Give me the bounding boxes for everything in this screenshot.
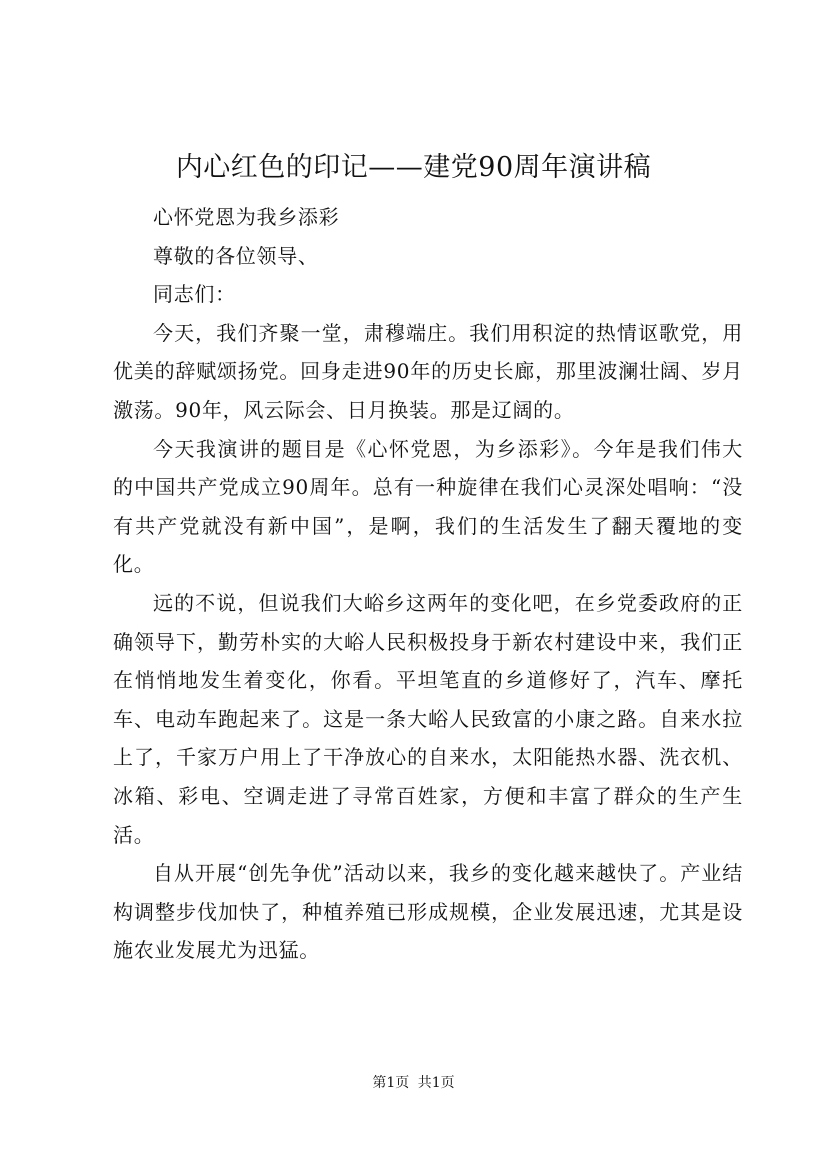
document-body xyxy=(113,198,743,970)
page-number: 第1页 xyxy=(372,1075,410,1091)
paragraph-subtitle: 心怀党恩为我乡添彩 xyxy=(153,205,340,229)
paragraph-excellence: 自从开展“创先争优”活动以来，我乡的变化越来越快了。产业结构调整步伐加快了，种植养殖已形成规模，企业发展迅速，尤其是设施农业发展尤为迅猛。 xyxy=(113,861,743,963)
page-total: 共1页 xyxy=(417,1075,455,1091)
paragraph-changes: 远的不说，但说我们大峪乡这两年的变化吧，在乡党委政府的正确领导下，勤劳朴实的大峪人民积极投身于新农村建设中来，我们正在悄悄地发生着变化，你看。平坦笔直的乡道修好了，汽车、摩托车、电动车跑起来了。这是一条大峪人民致富的小康之路。自来水拉上了，千家万户用上了干净放心的自来水，太阳能热水器、洗衣机、冰箱、彩电、空调走进了寻常百姓家，方便和丰富了群众的生产生活。 xyxy=(113,590,743,847)
page-footer xyxy=(0,1073,827,1093)
paragraph-topic: 今天我演讲的题目是《心怀党恩，为乡添彩》。今年是我们伟大的中国共产党成立90周年。总有一种旋律在我们心灵深处唱响：“没有共产党就没有新中国”，是啊，我们的生活发生了翻天覆地的变化。 xyxy=(113,436,743,577)
paragraph-opening: 今天，我们齐聚一堂，肃穆端庄。我们用积淀的热情讴歌党，用优美的辞赋颂扬党。回身走进90年的历史长廊，那里波澜壮阔、岁月激荡。90年，风云际会、日月换装。那是辽阔的。 xyxy=(113,320,743,422)
paragraph-salutation-comrades: 同志们： xyxy=(153,282,236,307)
document-title: 内心红色的印记——建党90周年演讲稿 xyxy=(175,152,652,183)
paragraph-salutation: 尊敬的各位领导、 xyxy=(153,243,319,268)
